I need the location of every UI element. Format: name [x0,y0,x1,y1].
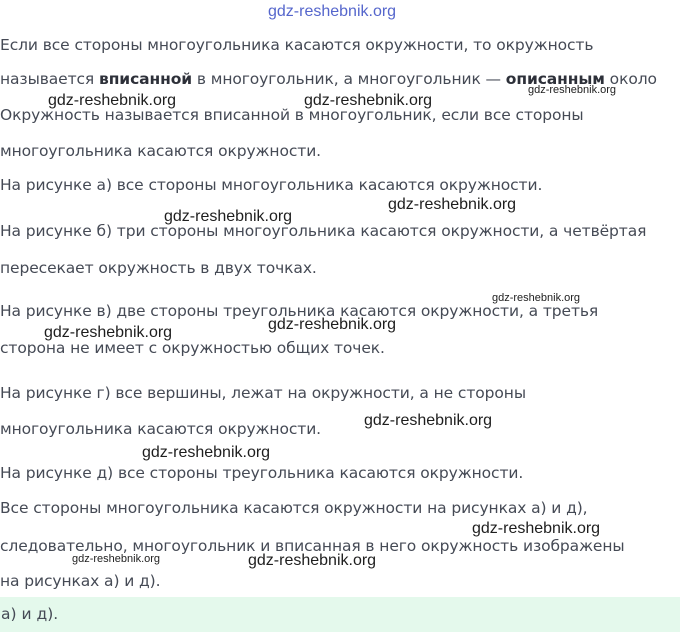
case-b-line-2: пересекает окружность в двух точках. [0,259,317,277]
term-circumscribed: описанным [505,70,605,88]
definition-line-1: Если все стороны многоугольника касаются окружности, то окружность [0,36,594,54]
case-v-line-1: На рисунке в) две стороны треугольника касаются окружности, а третья [0,302,599,320]
watermark: gdz-reshebnik.org [388,196,517,213]
watermark: gdz-reshebnik.org [492,292,581,304]
watermark: gdz-reshebnik.org [268,316,397,333]
case-v-line-2: сторона не имеет с окружностью общих точек. [0,339,385,357]
watermark: gdz-reshebnik.org [472,520,601,537]
watermark: gdz-reshebnik.org [304,92,433,109]
case-g-line-2: многоугольника касаются окружности. [0,420,321,438]
watermark: gdz-reshebnik.org [44,324,173,341]
conclusion-line-3: на рисунках а) и д). [0,572,161,590]
case-b-line-1: На рисунке б) три стороны многоугольника касаются окружности, а четвёртая [0,222,647,240]
case-d-line: На рисунке д) все стороны треугольника касаются окружности. [0,464,524,482]
watermark: gdz-reshebnik.org [248,552,377,569]
definition-line-3: Окружность называется вписанной в многоугольник, если все стороны [0,106,584,124]
case-a-line: На рисунке а) все стороны многоугольника касаются окружности. [0,176,543,194]
watermark: gdz-reshebnik.org [364,412,493,429]
watermark: gdz-reshebnik.org [48,92,177,109]
watermark: gdz-reshebnik.org [142,444,271,461]
watermark: gdz-reshebnik.org [528,84,617,96]
watermark-top: gdz-reshebnik.org [268,3,397,20]
answer-box [0,597,680,632]
definition-line-4: многоугольника касаются окружности. [0,142,321,160]
conclusion-line-1: Все стороны многоугольника касаются окружности на рисунках а) и д), [0,499,588,517]
definition-line-2: называется вписанной в многоугольник, а многоугольник — описанным около [0,70,657,88]
answer-text: а) и д). [1,605,59,623]
watermark: gdz-reshebnik.org [72,553,161,565]
term-inscribed: вписанной [98,70,193,88]
case-g-line-1: На рисунке г) все вершины, лежат на окружности, а не стороны [0,384,526,402]
watermark: gdz-reshebnik.org [164,208,293,225]
conclusion-line-2: следовательно, многоугольник и вписанная в него окружность изображены [0,537,625,555]
